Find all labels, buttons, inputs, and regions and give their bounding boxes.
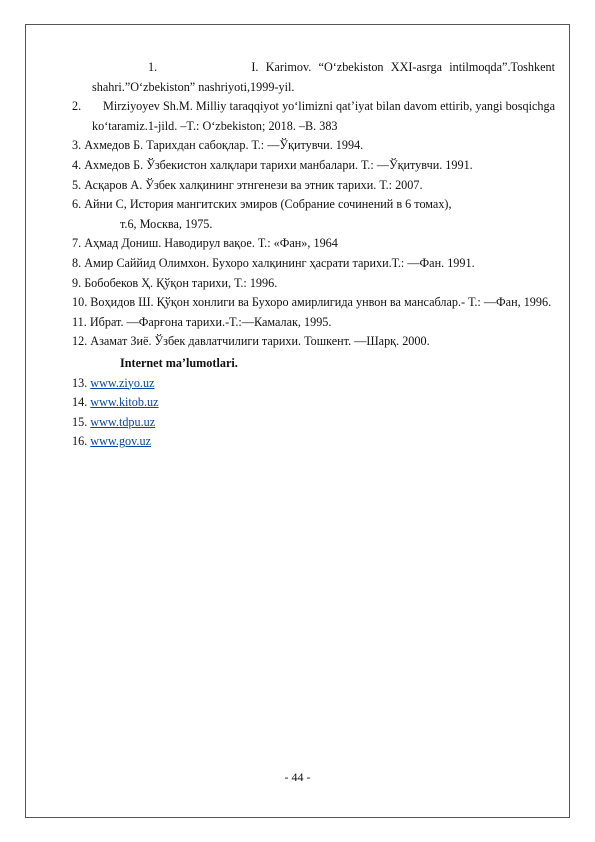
ziyo-link[interactable]: www.ziyo.uz	[90, 375, 155, 390]
internet-resources-heading: Internet ma’lumotlari.	[120, 355, 238, 370]
page-number: - 44 -	[284, 770, 311, 784]
reference-number: 6.	[72, 197, 82, 212]
reference-number: 4.	[72, 157, 82, 172]
reference-continuation: т.6, Москва, 1975.	[120, 216, 213, 231]
reference-item	[72, 313, 555, 333]
link-item	[72, 393, 555, 413]
reference-number: 14.	[72, 395, 88, 410]
reference-item	[72, 293, 555, 313]
reference-text: Ибрат. ―Фарғона тарихи.-Т.:―Камалак, 1995.	[89, 314, 332, 329]
reference-number: 10.	[72, 295, 88, 310]
reference-text: Воҳидов Ш. Қўқон хонлиги ва Бухоро амирлигида унвон ва мансаблар.- Т.: ―Фан, 1996.	[90, 295, 552, 310]
reference-list	[72, 58, 555, 452]
reference-text: Бобобеков Ҳ. Қўқон тарихи, Т.: 1996.	[84, 275, 278, 290]
reference-number: 7.	[72, 236, 82, 251]
reference-item	[72, 234, 555, 254]
reference-number: 13.	[72, 375, 88, 390]
link-item	[72, 432, 555, 452]
reference-item	[72, 274, 555, 294]
reference-number: 11.	[72, 314, 87, 329]
reference-item	[72, 136, 555, 156]
reference-text: Ахмедов Б. Ўзбекистон халқлари тарихи манбалари. Т.: ―Ўқитувчи. 1991.	[84, 157, 473, 172]
reference-item	[72, 176, 555, 196]
reference-text: Ахмедов Б. Тарихдан сабоқлар. Т.: ―Ўқитувчи. 1994.	[84, 138, 364, 153]
reference-text: Mirziyoyev Sh.M. Milliy taraqqiyot yo‘limizni qat’iyat bilan davom ettirib, yangi bosqichga ko‘taramiz.1-jild. –T.: O‘zbekiston; 2018. –B. 383	[92, 99, 555, 133]
reference-item	[72, 58, 555, 97]
reference-number: 12.	[72, 334, 88, 349]
link-item	[72, 374, 555, 394]
reference-item	[72, 195, 555, 215]
reference-number: 8.	[72, 255, 82, 270]
reference-number: 9.	[72, 275, 82, 290]
reference-item	[72, 97, 555, 136]
reference-text: Асқаров А. Ўзбек халқининг этнгенези ва этник тарихи. Т.: 2007.	[84, 177, 423, 192]
link-item	[72, 413, 555, 433]
reference-number: 3.	[72, 138, 82, 153]
reference-text: Айни С, История мангитских эмиров (Собрание сочинений в 6 томах),	[84, 197, 452, 212]
reference-text: Азамат Зиё. Ўзбек давлатчилиги тарихи. Тошкент. ―Шарқ. 2000.	[90, 334, 430, 349]
reference-number: 15.	[72, 414, 88, 429]
reference-number: 2.	[72, 99, 82, 114]
reference-number: 1.	[148, 60, 158, 74]
reference-item	[72, 156, 555, 176]
reference-text: Аҳмад Дониш. Наводирул вақое. Т.: «Фан», 1964	[84, 236, 338, 251]
reference-item	[72, 332, 555, 352]
gov-link[interactable]: www.gov.uz	[90, 434, 151, 449]
reference-text: Амир Саййид Олимхон. Бухоро халқининг ҳасрати тарихи.Т.: ―Фан. 1991.	[84, 255, 475, 270]
reference-item	[72, 254, 555, 274]
reference-text: I. Karimov. “O‘zbekiston XXI-asrga intilmoqda”.Toshkent shahri.”O‘zbekiston” nashriyoti,1999-yil.	[92, 60, 555, 94]
kitob-link[interactable]: www.kitob.uz	[90, 395, 159, 410]
reference-number: 16.	[72, 434, 88, 449]
reference-number: 5.	[72, 177, 82, 192]
tdpu-link[interactable]: www.tdpu.uz	[90, 414, 156, 429]
